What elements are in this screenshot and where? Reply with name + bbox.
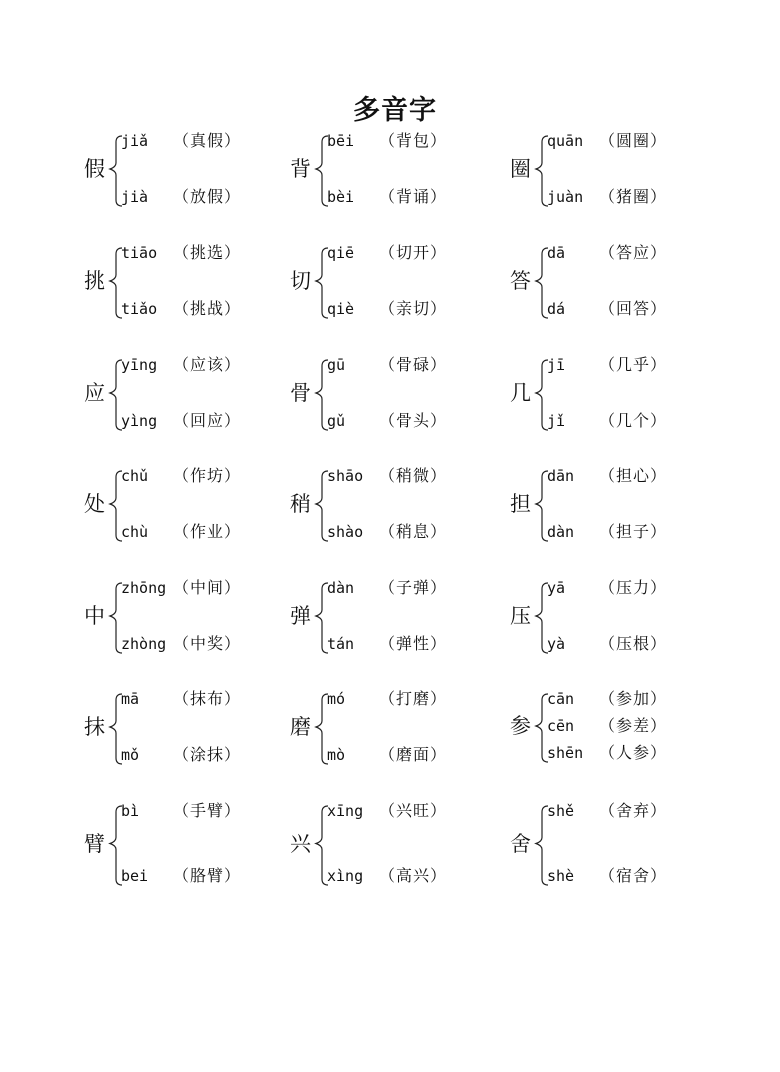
headword-char: 舍 (510, 831, 531, 856)
example-word: （回应） (173, 411, 242, 430)
example-word: （放假） (173, 187, 242, 206)
example-word: （胳臂） (173, 866, 242, 885)
pinyin-reading: chǔ (121, 467, 149, 485)
example-word: （人参） (599, 743, 668, 762)
example-word: （中奖） (173, 634, 242, 653)
pinyin-reading: cēn (547, 717, 575, 735)
example-word: （子弹） (379, 578, 448, 597)
example-word: （作业） (173, 522, 242, 541)
example-word: （圆圈） (599, 131, 668, 150)
pinyin-reading: bēi (327, 132, 355, 150)
pinyin-reading: yīng (121, 356, 158, 374)
example-word: （几个） (599, 411, 668, 430)
example-word: （手臂） (173, 801, 242, 820)
headword-char: 中 (84, 604, 105, 628)
example-word: （磨面） (379, 745, 448, 764)
example-word: （宿舍） (599, 866, 668, 885)
headword-char: 骨 (290, 381, 311, 405)
example-word: （中间） (173, 578, 242, 597)
example-word: （应该） (173, 355, 242, 374)
pinyin-reading: tiāo (121, 244, 158, 262)
example-word: （打磨） (379, 689, 448, 708)
pinyin-reading: cān (547, 690, 575, 708)
headword-char: 答 (510, 269, 531, 293)
headword-char: 抹 (84, 715, 105, 739)
example-word: （稍微） (379, 466, 448, 485)
example-word: （回答） (599, 299, 668, 318)
example-word: （骨碌） (379, 355, 448, 374)
pinyin-reading: mó (327, 690, 346, 708)
headword-char: 处 (84, 492, 105, 516)
pinyin-reading: tán (327, 635, 355, 653)
pinyin-reading: yā (547, 579, 566, 597)
pinyin-reading: tiǎo (121, 300, 158, 318)
headword-char: 压 (510, 604, 531, 628)
page-title: 多音字 (353, 95, 437, 126)
pinyin-reading: shēn (547, 744, 584, 762)
pinyin-reading: yìng (121, 412, 158, 430)
pinyin-reading: qiē (327, 244, 355, 262)
headword-char: 弹 (290, 604, 311, 628)
example-word: （亲切） (379, 299, 448, 318)
example-word: （挑选） (173, 243, 242, 262)
example-word: （兴旺） (379, 801, 448, 820)
headword-char: 几 (510, 381, 531, 405)
pinyin-reading: xìng (327, 867, 364, 885)
pinyin-reading: bì (121, 802, 140, 820)
example-word: （参差） (599, 716, 668, 735)
example-word: （答应） (599, 243, 668, 262)
example-word: （猪圈） (599, 187, 668, 206)
headword-char: 圈 (510, 157, 531, 181)
example-word: （作坊） (173, 466, 242, 485)
pinyin-reading: dā (547, 244, 566, 262)
pinyin-reading: bèi (327, 188, 355, 206)
pinyin-reading: shè (547, 867, 575, 885)
pinyin-reading: mò (327, 746, 346, 764)
example-word: （担心） (599, 466, 668, 485)
example-word: （抹布） (173, 689, 242, 708)
pinyin-reading: dān (547, 467, 575, 485)
example-word: （担子） (599, 522, 668, 541)
example-word: （背诵） (379, 187, 448, 206)
headword-char: 臂 (84, 831, 105, 856)
pinyin-reading: jī (547, 356, 566, 374)
headword-char: 应 (84, 381, 105, 405)
pinyin-reading: shāo (327, 467, 364, 485)
example-word: （涂抹） (173, 745, 242, 764)
pinyin-reading: gǔ (327, 412, 346, 430)
example-word: （切开） (379, 243, 448, 262)
pinyin-reading: yà (547, 635, 566, 653)
pinyin-reading: jiǎ (121, 132, 149, 150)
headword-char: 稍 (290, 492, 311, 516)
pinyin-reading: gū (327, 356, 346, 374)
pinyin-reading: jià (121, 188, 149, 206)
example-word: （稍息） (379, 522, 448, 541)
pinyin-reading: qiè (327, 300, 355, 318)
example-word: （舍弃） (599, 801, 668, 820)
pinyin-reading: mā (121, 690, 140, 708)
pinyin-reading: juàn (547, 188, 584, 206)
headword-char: 磨 (290, 715, 311, 739)
example-word: （压根） (599, 634, 668, 653)
pinyin-reading: dàn (547, 523, 575, 541)
pinyin-reading: shě (547, 802, 575, 820)
pinyin-reading: shào (327, 523, 364, 541)
example-word: （弹性） (379, 634, 448, 653)
pinyin-reading: quān (547, 132, 584, 150)
pinyin-reading: mǒ (121, 746, 140, 764)
example-word: （骨头） (379, 411, 448, 430)
headword-char: 参 (510, 714, 531, 738)
pinyin-reading: jǐ (547, 412, 566, 430)
example-word: （压力） (599, 578, 668, 597)
headword-char: 担 (510, 492, 531, 516)
headword-char: 切 (290, 269, 311, 293)
example-word: （真假） (173, 131, 242, 150)
pinyin-reading: zhōng (121, 579, 167, 597)
pinyin-reading: xīng (327, 802, 364, 820)
example-word: （背包） (379, 131, 448, 150)
pinyin-reading: chù (121, 523, 149, 541)
pinyin-reading: zhòng (121, 635, 167, 653)
example-word: （挑战） (173, 299, 242, 318)
pinyin-reading: bei (121, 867, 149, 885)
pinyin-reading: dá (547, 300, 566, 318)
headword-char: 假 (84, 157, 105, 181)
pinyin-reading: dàn (327, 579, 355, 597)
headword-char: 挑 (84, 269, 105, 293)
example-word: （高兴） (379, 866, 448, 885)
example-word: （参加） (599, 689, 668, 708)
headword-char: 兴 (290, 831, 311, 856)
headword-char: 背 (290, 157, 311, 181)
example-word: （几乎） (599, 355, 668, 374)
